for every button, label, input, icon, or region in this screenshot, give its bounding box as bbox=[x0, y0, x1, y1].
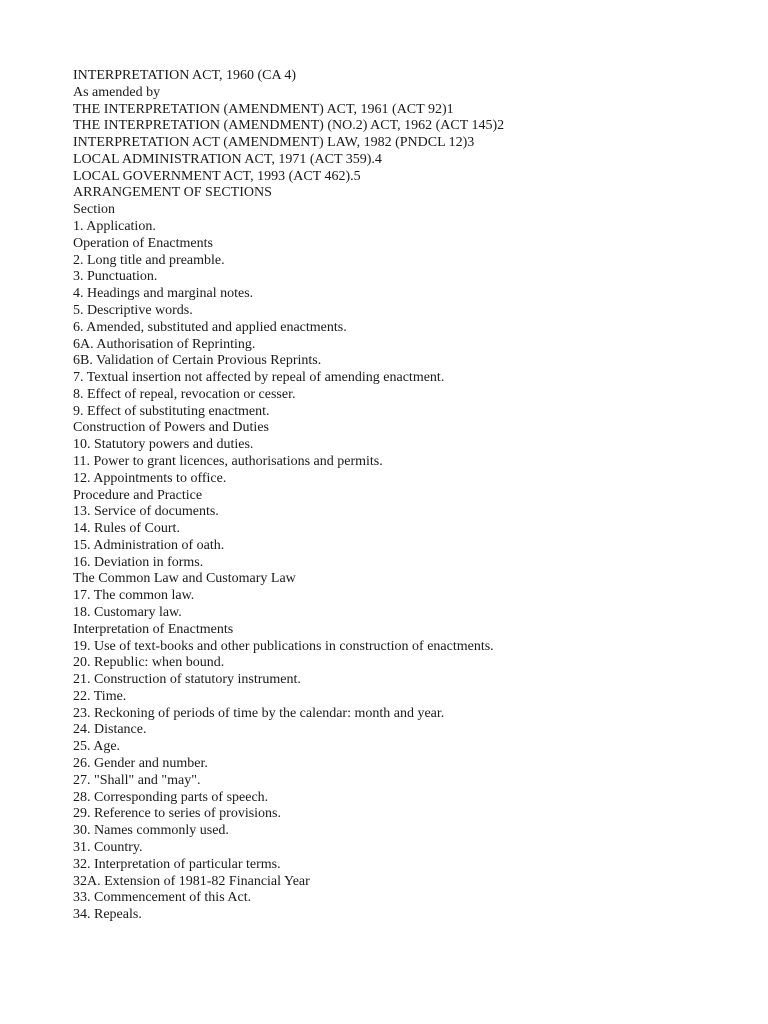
section-entry: 14. Rules of Court. bbox=[73, 521, 180, 537]
section-entry: 7. Textual insertion not affected by repeal of amending enactment. bbox=[73, 370, 445, 386]
section-entry: 6. Amended, substituted and applied enactments. bbox=[73, 319, 347, 335]
section-entry: 28. Corresponding parts of speech. bbox=[73, 789, 269, 805]
section-entry: 29. Reference to series of provisions. bbox=[73, 806, 281, 822]
amended-by-label: As amended by bbox=[73, 84, 161, 100]
section-entry: 5. Descriptive words. bbox=[73, 302, 193, 318]
amendment-line: THE INTERPRETATION (AMENDMENT) (NO.2) ACT, 1962 (ACT 145)2 bbox=[73, 118, 505, 134]
section-entry: 6B. Validation of Certain Provious Reprints. bbox=[73, 353, 322, 369]
section-entry: 23. Reckoning of periods of time by the calendar: month and year. bbox=[73, 705, 445, 721]
section-entry: 15. Administration of oath. bbox=[73, 537, 225, 553]
section-entry: 6A. Authorisation of Reprinting. bbox=[73, 336, 256, 352]
section-entry: 22. Time. bbox=[73, 688, 127, 704]
amendment-line: LOCAL GOVERNMENT ACT, 1993 (ACT 462).5 bbox=[73, 168, 361, 184]
section-entry: 10. Statutory powers and duties. bbox=[73, 437, 254, 453]
section-label: Section bbox=[73, 202, 115, 218]
section-entry: 21. Construction of statutory instrument. bbox=[73, 672, 301, 688]
section-entry: 25. Age. bbox=[73, 739, 121, 755]
section-entry: 3. Punctuation. bbox=[73, 269, 158, 285]
section-entry: 33. Commencement of this Act. bbox=[73, 890, 252, 906]
section-entry: 27. "Shall" and "may". bbox=[73, 772, 201, 788]
section-entry: 12. Appointments to office. bbox=[73, 470, 227, 486]
section-entry: 9. Effect of substituting enactment. bbox=[73, 403, 270, 419]
part-heading: Construction of Powers and Duties bbox=[73, 420, 269, 436]
section-entry: 31. Country. bbox=[73, 839, 143, 855]
part-heading: The Common Law and Customary Law bbox=[73, 571, 296, 587]
section-entry: 18. Customary law. bbox=[73, 605, 182, 620]
section-entry: 32. Interpretation of particular terms. bbox=[73, 856, 281, 872]
section-entry: 16. Deviation in forms. bbox=[73, 554, 204, 570]
section-entry: 34. Repeals. bbox=[73, 907, 142, 923]
amendment-line: INTERPRETATION ACT (AMENDMENT) LAW, 1982 (PNDCL 12)3 bbox=[73, 135, 475, 151]
section-entry: 4. Headings and marginal notes. bbox=[73, 286, 254, 302]
amendment-line: THE INTERPRETATION (AMENDMENT) ACT, 1961 (ACT 92)1 bbox=[73, 101, 454, 117]
part-heading: Operation of Enactments bbox=[73, 235, 213, 251]
section-entry: 13. Service of documents. bbox=[73, 504, 219, 520]
section-entry: 32A. Extension of 1981-82 Financial Year bbox=[73, 873, 310, 889]
section-entry: 8. Effect of repeal, revocation or cesser. bbox=[73, 386, 296, 402]
part-heading: Procedure and Practice bbox=[73, 487, 203, 503]
section-entry: 30. Names commonly used. bbox=[73, 823, 229, 839]
section-entry: 2. Long title and preamble. bbox=[73, 252, 225, 268]
document-title: INTERPRETATION ACT, 1960 (CA 4) bbox=[73, 68, 297, 83]
section-entry: 24. Distance. bbox=[73, 722, 147, 738]
section-entry: 17. The common law. bbox=[73, 588, 195, 604]
section-entry: 19. Use of text-books and other publications in construction of enactments. bbox=[73, 638, 494, 654]
arrangement-heading: ARRANGEMENT OF SECTIONS bbox=[73, 185, 272, 201]
section-entry: 1. Application. bbox=[73, 219, 156, 235]
part-heading: Interpretation of Enactments bbox=[73, 621, 234, 637]
amendment-line: LOCAL ADMINISTRATION ACT, 1971 (ACT 359).4 bbox=[73, 151, 382, 167]
section-entry: 20. Republic: when bound. bbox=[73, 655, 225, 671]
document-page bbox=[73, 68, 753, 924]
section-entry: 11. Power to grant licences, authorisations and permits. bbox=[73, 453, 383, 469]
section-entry: 26. Gender and number. bbox=[73, 756, 208, 772]
